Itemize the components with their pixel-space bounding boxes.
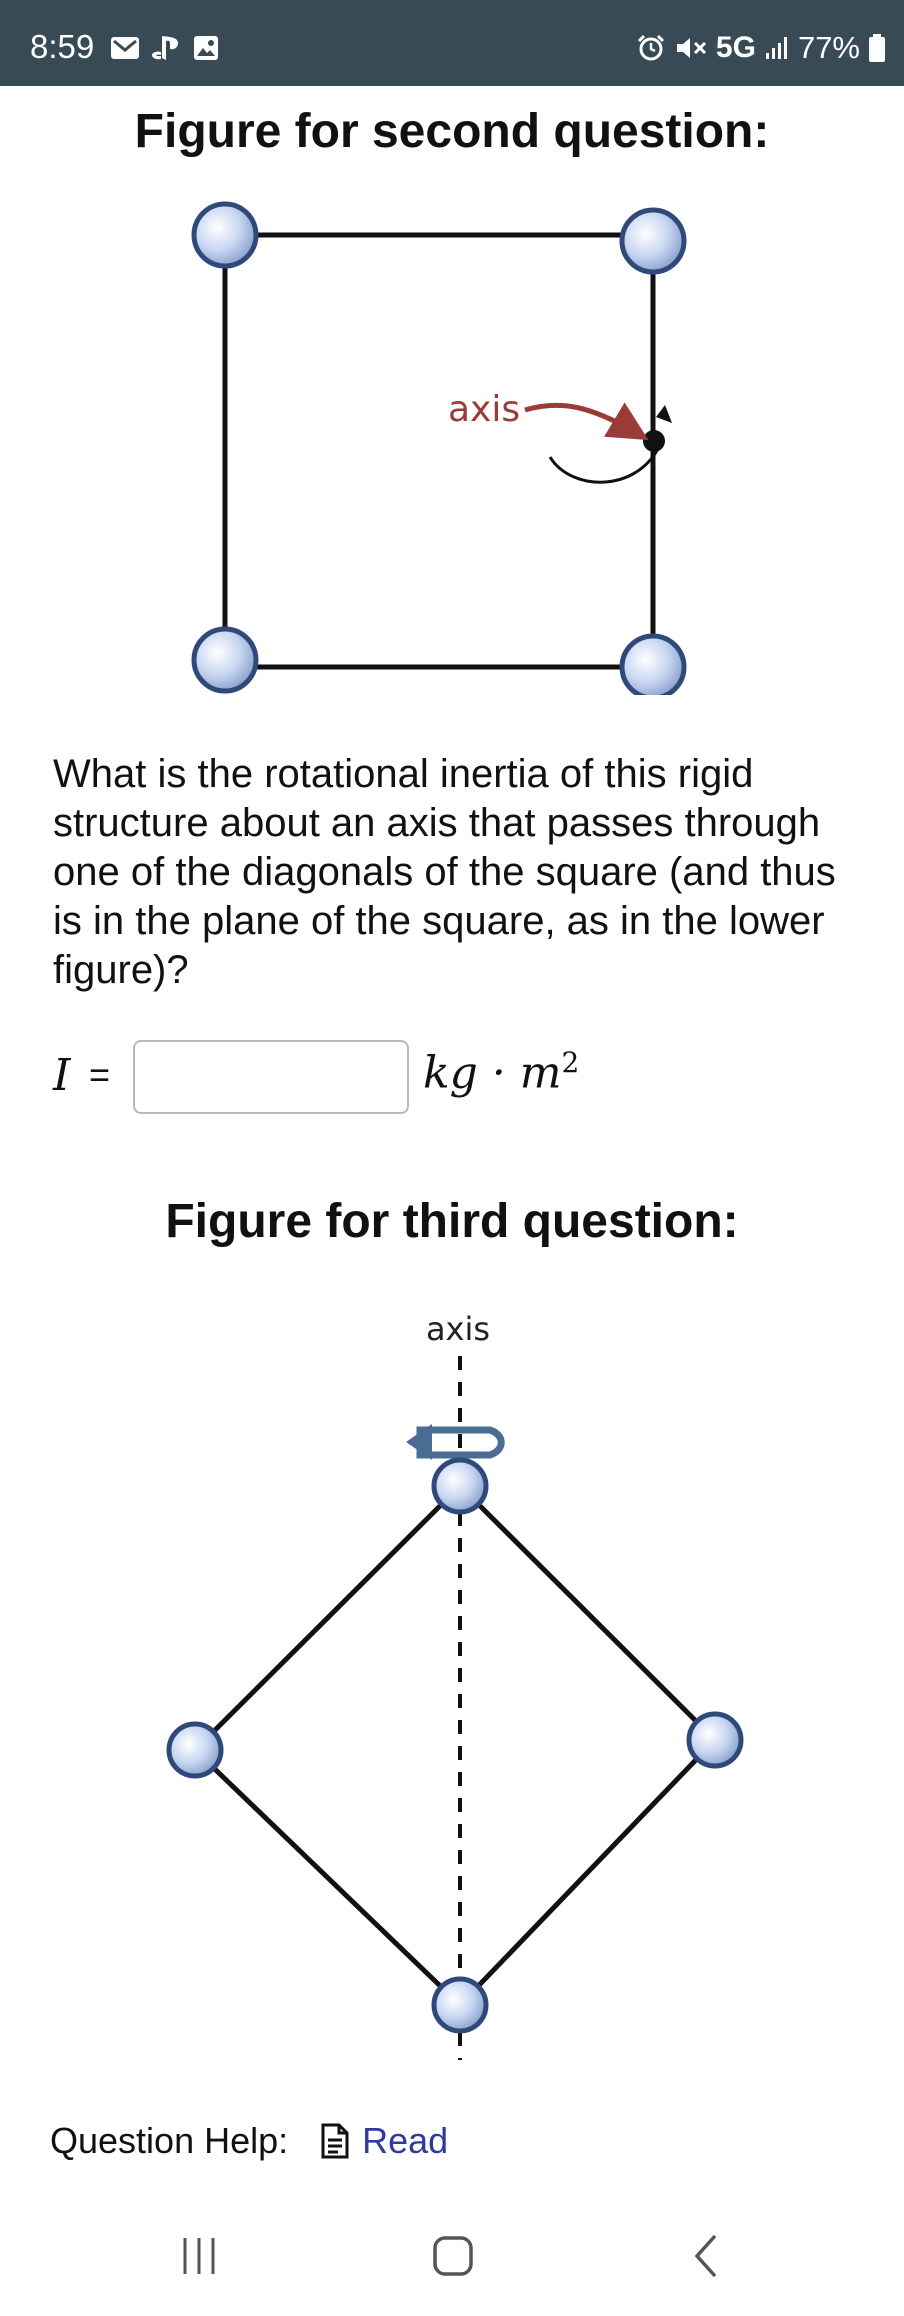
- question-help: [50, 2120, 448, 2162]
- figure3-diagram: [150, 1300, 760, 2070]
- answer-equals: =: [89, 1054, 111, 1095]
- mass-top: [434, 1460, 486, 1512]
- status-right-icons: [636, 30, 886, 66]
- mass-bottom-right: [622, 636, 684, 695]
- answer-variable: I: [53, 1050, 71, 1101]
- read-link-label: Read: [362, 2120, 449, 2161]
- read-link[interactable]: [320, 2120, 448, 2162]
- unit-base: kg · m: [423, 1047, 562, 1099]
- figure2-heading: Figure for second question:: [134, 105, 770, 158]
- mass-left: [169, 1724, 221, 1776]
- back-icon: [685, 2232, 729, 2280]
- axis-label: axis: [448, 389, 521, 430]
- battery-percent: 77%: [797, 30, 860, 65]
- answer-input[interactable]: [133, 1040, 409, 1114]
- mass-bottom: [434, 1979, 486, 2031]
- question-help-label: Question Help:: [50, 2120, 289, 2161]
- status-left-icons: [110, 34, 220, 62]
- question-text: What is the rotational inertia of this rigid structure about an axis that passes through one of the diagonals of the square (and thus is in the plane of the square, as in the lower figure)?: [53, 752, 836, 992]
- figure3-heading: Figure for third question:: [165, 1195, 739, 1248]
- image-icon: [192, 34, 220, 62]
- axis-label-3: axis: [425, 1310, 491, 1348]
- square-frame: [225, 235, 653, 667]
- home-button[interactable]: [418, 2228, 488, 2284]
- alarm-icon: [636, 33, 666, 63]
- rotation-arrow-head: [656, 405, 672, 423]
- home-icon: [431, 2234, 475, 2278]
- status-bar: [0, 0, 904, 86]
- answer-unit: [423, 1046, 579, 1099]
- figure2-diagram: [180, 195, 700, 695]
- mass-right: [689, 1714, 741, 1766]
- recent-apps-button[interactable]: [164, 2228, 234, 2284]
- mass-top-right: [622, 210, 684, 272]
- mute-icon: [674, 33, 708, 63]
- signal-icon: [764, 35, 790, 61]
- battery-icon: [868, 33, 886, 63]
- axis-pointer-arrow: [525, 405, 640, 435]
- unit-exponent: 2: [561, 1046, 580, 1079]
- mass-top-left: [194, 204, 256, 266]
- mass-bottom-left: [194, 629, 256, 691]
- network-type: 5G: [715, 31, 756, 64]
- recent-apps-icon: [177, 2234, 221, 2278]
- mail-icon: [110, 34, 140, 62]
- answer-row: [53, 1040, 853, 1116]
- back-button[interactable]: [672, 2228, 742, 2284]
- diamond-frame: [195, 1486, 715, 2005]
- nav-bar: [0, 2200, 904, 2316]
- status-time: 8:59: [30, 28, 95, 65]
- playstation-icon: [150, 34, 182, 62]
- document-icon: [320, 2122, 350, 2160]
